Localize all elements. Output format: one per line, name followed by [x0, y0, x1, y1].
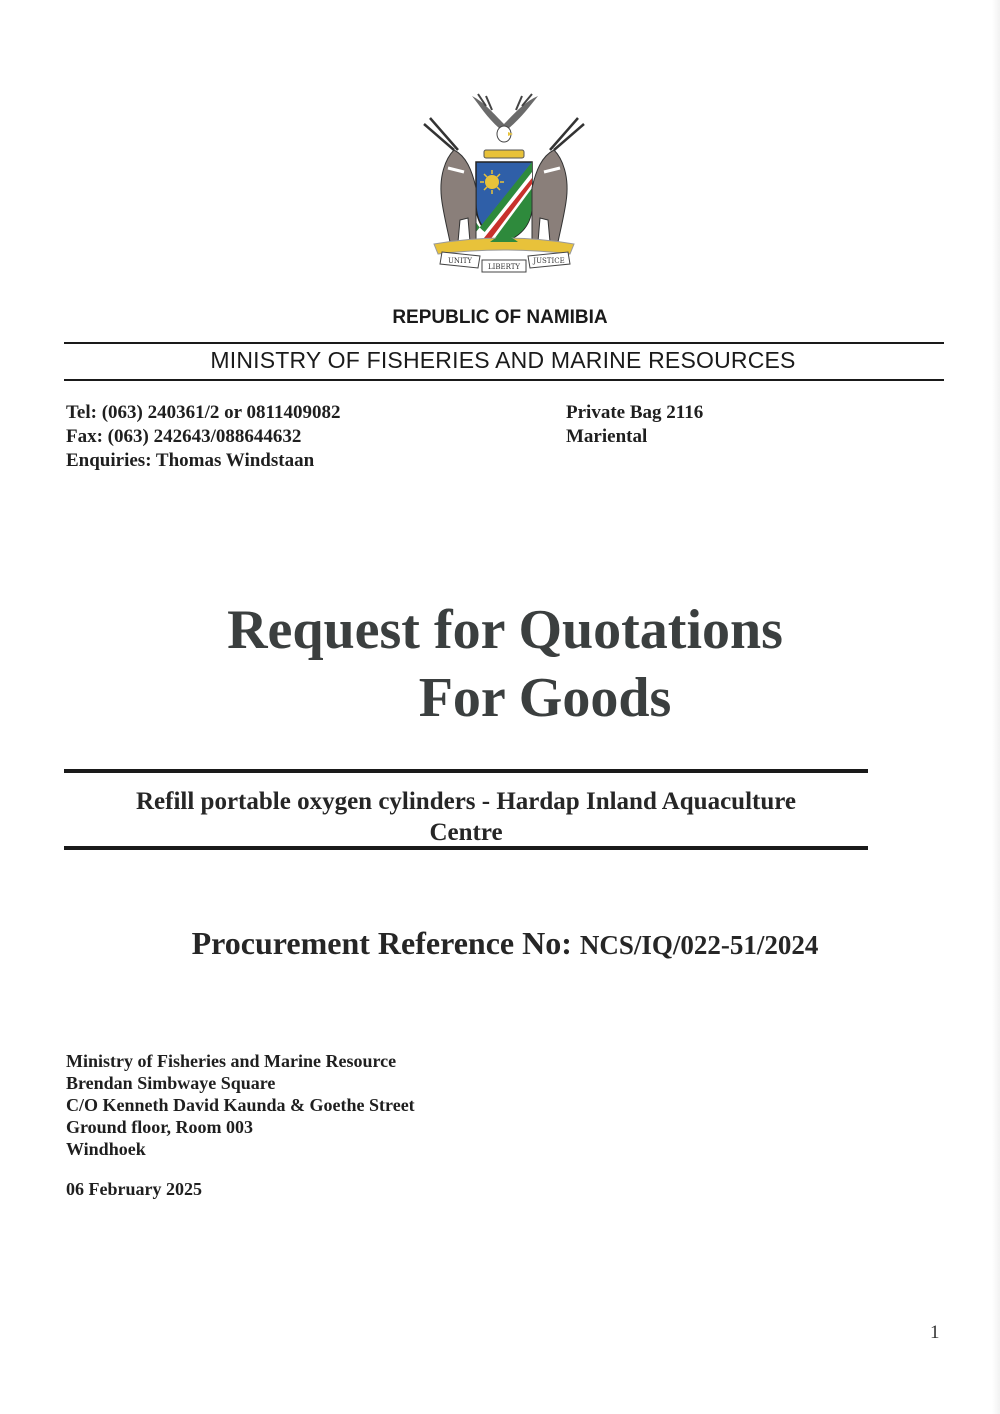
- procurement-reference: [0, 925, 1000, 962]
- motto-banner: [440, 252, 570, 272]
- svg-text:UNITY: UNITY: [447, 257, 473, 265]
- subject-line-2: Centre: [429, 819, 503, 846]
- oryx-right-icon: [532, 118, 584, 242]
- header-rule-top: [64, 342, 944, 344]
- title-line-1: Request for Quotations: [227, 599, 783, 661]
- address-line-5: Windhoek: [66, 1139, 146, 1159]
- address-line-2: Brendan Simbwaye Square: [66, 1073, 276, 1093]
- title-line-2: For Goods: [418, 667, 672, 729]
- subject-rule-bottom: [64, 846, 868, 850]
- document-date: 06 February 2025: [66, 1179, 202, 1199]
- republic-heading: REPUBLIC OF NAMIBIA: [392, 307, 608, 328]
- header-rule-bottom: [64, 379, 944, 381]
- ministry-address: [66, 1050, 415, 1160]
- postal-address: [566, 401, 703, 449]
- svg-text:JUSTICE: JUSTICE: [533, 257, 565, 265]
- svg-text:LIBERTY: LIBERTY: [487, 263, 521, 271]
- coat-of-arms-emblem: [420, 92, 588, 276]
- scan-edge-shadow: [992, 0, 1000, 1414]
- oryx-left-icon: [424, 118, 476, 242]
- page-number: 1: [930, 1322, 940, 1343]
- contact-details: [66, 401, 340, 473]
- enquiries-line: Enquiries: Thomas Windstaan: [66, 450, 315, 471]
- subject-rule-top: [64, 769, 868, 773]
- address-line-1: Ministry of Fisheries and Marine Resource: [66, 1051, 397, 1071]
- ministry-heading: MINISTRY OF FISHERIES AND MARINE RESOURCES: [210, 347, 796, 373]
- postal-line-2: Mariental: [566, 426, 648, 447]
- eagle-icon: [472, 94, 538, 142]
- subject-line-1: Refill portable oxygen cylinders - Hardap Inland Aquaculture: [135, 788, 796, 815]
- procurement-number: NCS/IQ/022-51/2024: [579, 930, 819, 960]
- postal-line-1: Private Bag 2116: [566, 402, 704, 423]
- subject-block: [64, 786, 868, 848]
- address-line-3: C/O Kenneth David Kaunda & Goethe Street: [66, 1095, 415, 1115]
- shield-icon: [476, 162, 532, 242]
- document-title: [200, 596, 810, 732]
- fax-line: Fax: (063) 242643/088644632: [66, 426, 302, 447]
- telephone-line: Tel: (063) 240361/2 or 0811409082: [66, 402, 341, 423]
- procurement-label: Procurement Reference No:: [191, 925, 572, 961]
- address-line-4: Ground floor, Room 003: [66, 1117, 254, 1137]
